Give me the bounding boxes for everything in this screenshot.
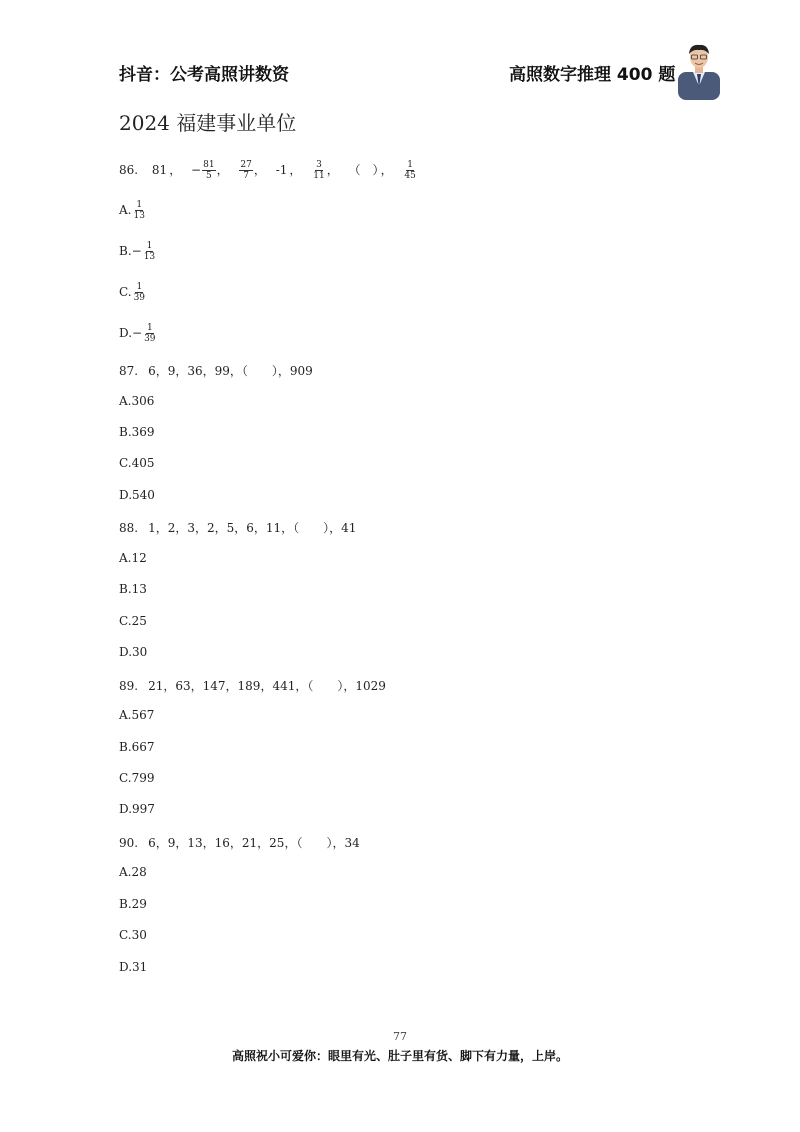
header-right-title: 高照数字推理 400 题 bbox=[509, 65, 676, 85]
option-fraction: $\frac{1}{39}$ bbox=[133, 282, 146, 303]
seq-fraction: $\frac{1}{45}$ bbox=[404, 160, 416, 181]
option-d[interactable]: D.31 bbox=[119, 960, 148, 974]
option-d[interactable]: D.997 bbox=[119, 802, 155, 816]
option-c[interactable]: C.25 bbox=[119, 614, 147, 628]
option-d[interactable]: D.30 bbox=[119, 645, 148, 659]
question-86: 86. 81 ， − $\frac{81}{5}$ ， $\frac{27}{7}$ ， -1 ， $\frac{3}{11}$ ， （ ） ， $\frac{1}{45}$ bbox=[119, 160, 416, 181]
question-sequence: 1，2，3，2，5，6，11，（ ），41 bbox=[148, 521, 357, 535]
question-number: 89. bbox=[119, 679, 139, 693]
option-c[interactable]: C.799 bbox=[119, 771, 155, 785]
option-c[interactable]: C.30 bbox=[119, 928, 147, 942]
option-c[interactable]: C.405 bbox=[119, 456, 155, 470]
option-b[interactable]: B.667 bbox=[119, 740, 155, 754]
option-a[interactable]: A.28 bbox=[119, 865, 147, 879]
option-fraction: $\frac{1}{13}$ bbox=[133, 200, 145, 221]
option-d[interactable]: D.− $\frac{1}{39}$ bbox=[119, 323, 156, 344]
option-b[interactable]: B.13 bbox=[119, 582, 147, 596]
option-d[interactable]: D.540 bbox=[119, 488, 155, 502]
seq-fraction: $\frac{81}{5}$ bbox=[203, 160, 215, 181]
question-sequence: 6，9，13，16，21，25，（ ），34 bbox=[148, 836, 360, 850]
option-a[interactable]: A.12 bbox=[119, 551, 147, 565]
option-fraction: $\frac{1}{13}$ bbox=[143, 241, 156, 262]
seq-sign: − bbox=[191, 163, 202, 177]
footer-slogan: 高照祝小可爱你：眼里有光、肚子里有货、脚下有力量，上岸。 bbox=[231, 1049, 568, 1063]
option-b[interactable]: B.29 bbox=[119, 897, 147, 911]
question-number: 86. bbox=[119, 163, 139, 177]
seq-fraction: $\frac{27}{7}$ bbox=[240, 160, 252, 181]
header-left-text: 抖音：公考高照讲数资 bbox=[119, 65, 289, 85]
seq-blank: （ ） bbox=[348, 163, 379, 177]
option-b[interactable]: B.− $\frac{1}{13}$ bbox=[119, 241, 156, 262]
question-90 bbox=[119, 834, 360, 851]
page-number: 77 bbox=[393, 1030, 407, 1043]
seq-term: 81 bbox=[151, 163, 168, 177]
section-title: 2024 福建事业单位 bbox=[119, 111, 297, 135]
option-a[interactable]: A.306 bbox=[119, 394, 155, 408]
seq-term: -1 bbox=[275, 163, 288, 177]
question-89 bbox=[119, 677, 386, 694]
question-sequence: 21，63，147，189，441，（ ），1029 bbox=[148, 679, 386, 693]
question-87 bbox=[119, 362, 313, 379]
seq-fraction: $\frac{3}{11}$ bbox=[313, 160, 325, 181]
question-number: 90. bbox=[119, 836, 139, 850]
question-number: 87. bbox=[119, 364, 139, 378]
question-number: 88. bbox=[119, 521, 139, 535]
option-a[interactable]: A.567 bbox=[119, 708, 155, 722]
option-a[interactable]: A. $\frac{1}{13}$ bbox=[119, 200, 145, 221]
option-fraction: $\frac{1}{39}$ bbox=[144, 323, 156, 344]
option-c[interactable]: C. $\frac{1}{39}$ bbox=[119, 282, 146, 303]
question-88 bbox=[119, 519, 356, 536]
option-b[interactable]: B.369 bbox=[119, 425, 155, 439]
question-sequence: 6，9，36，99，（ ），909 bbox=[148, 364, 313, 378]
presenter-avatar bbox=[676, 42, 722, 100]
